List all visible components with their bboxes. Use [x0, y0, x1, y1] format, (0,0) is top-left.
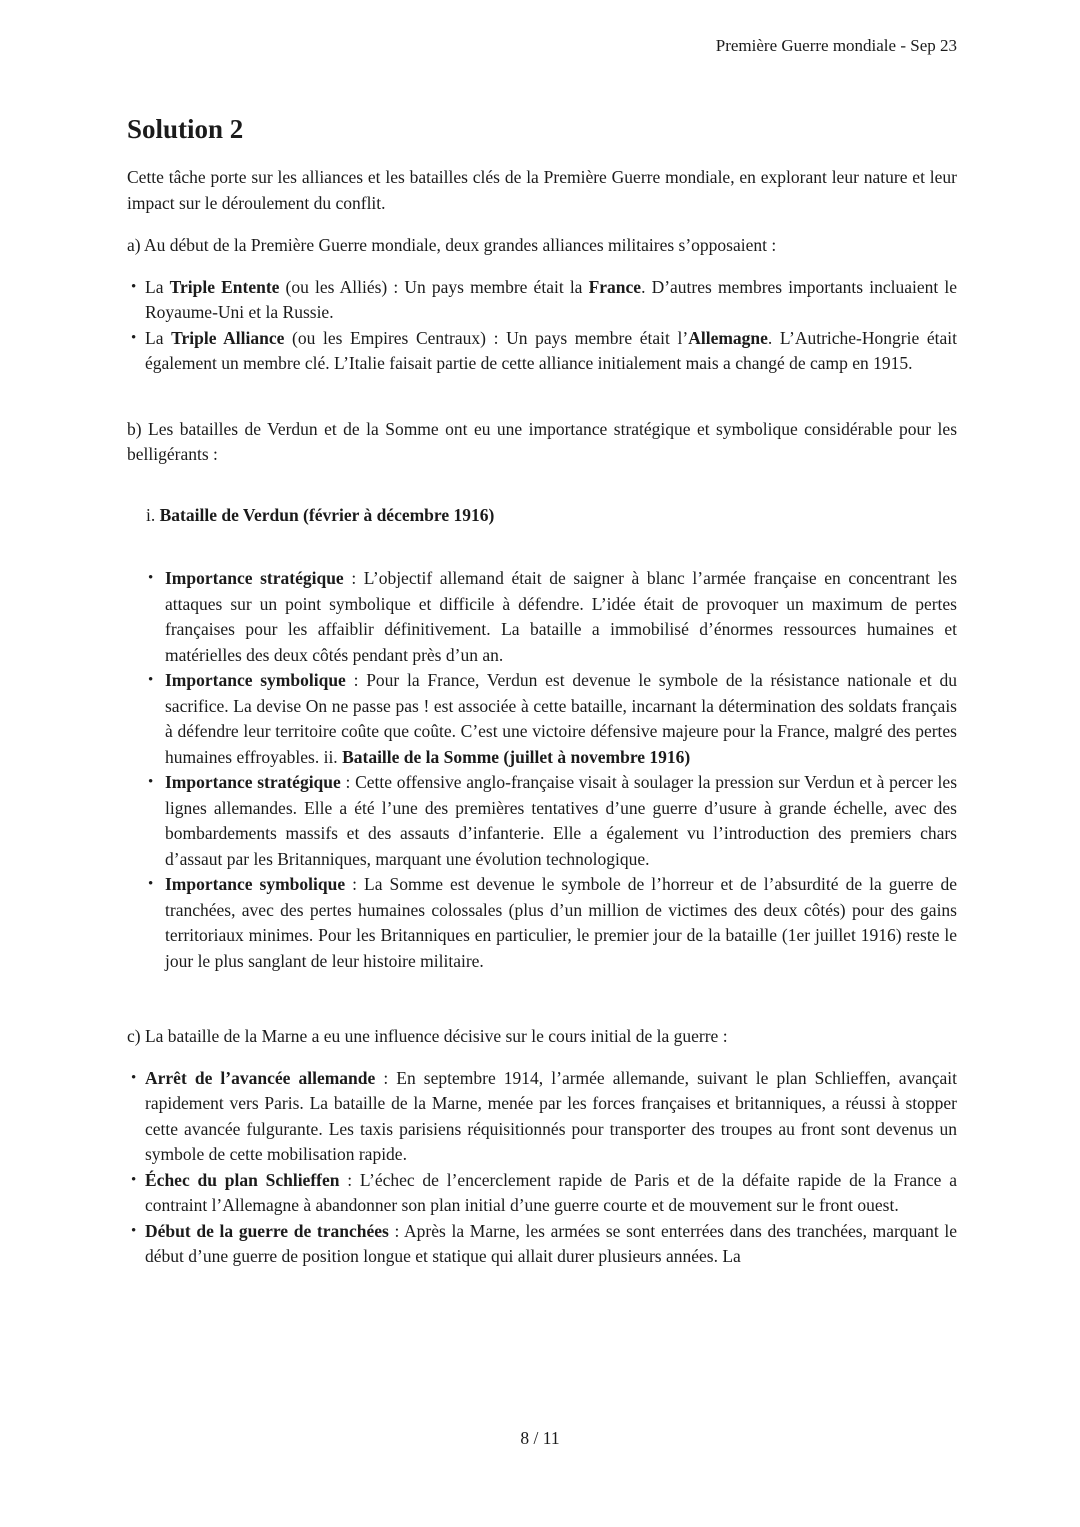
- section-c-lead: c) La bataille de la Marne a eu une influence décisive sur le cours initial de la guerre :: [127, 1026, 728, 1046]
- document-content: [127, 0, 957, 1270]
- list-item-triple-alliance: • La Triple Alliance (ou les Empires Centraux) : Un pays membre était l’Allemagne. L’Autriche-Hongrie était également un membre clé. L’Italie faisait partie de cette alliance initialement mais a changé de camp en 1915.: [127, 326, 957, 377]
- running-header: Première Guerre mondiale - Sep 23: [715, 36, 957, 55]
- list-item-somme-strategique: • Importance stratégique : Cette offensive anglo-française visait à soulager la pression sur Verdun et à percer les lignes allemandes. Elle a été l’une des premières tentatives d’une guerre d’usure à grande échelle, avec des bombardements massifs et des assauts d’infanterie. Elle a également vu l’introduction des premiers chars d’assaut par les Britanniques, marquant une évolution technologique.: [127, 770, 957, 872]
- list-item-guerre-tranchees: • Début de la guerre de tranchées : Après la Marne, les armées se sont enterrées dans des tranchées, marquant le début d’une guerre de position longue et statique qui allait durer plusieurs années. La: [127, 1219, 957, 1270]
- list-item-verdun-strategique: • Importance stratégique : L’objectif allemand était de saigner à blanc l’armée française en concentrant les attaques sur un point symbolique et difficile à défendre. L’idée était de provoquer un maximum de pertes françaises pour les affaiblir définitivement. La bataille a immobilisé d’énormes ressources humaines et matérielles des deux côtés pendant près d’un an.: [127, 566, 957, 668]
- intro-paragraph: Cette tâche porte sur les alliances et les batailles clés de la Première Guerre mondiale, en explorant leur nature et leur impact sur le déroulement du conflit.: [127, 167, 957, 213]
- list-item-arret-avancee: • Arrêt de l’avancée allemande : En septembre 1914, l’armée allemande, suivant le plan Schlieffen, avançait rapidement vers Paris. La bataille de la Marne, menée par les forces françaises et britanniques, a réussi à stopper cette avancée fulgurante. Les taxis parisiens réquisitionnés pour transporter des troupes au front sont devenus un symbole de cette mobilisation rapide.: [127, 1066, 957, 1168]
- alliances-list: [127, 275, 957, 377]
- list-item-somme-symbolique: • Importance symbolique : La Somme est devenue le symbole de l’horreur et de l’absurdité de la guerre de tranchées, avec des pertes humaines colossales (plus d’un million de victimes des deux côtés) pour des gains territoriaux minimes. Pour les Britanniques en particulier, le premier jour de la bataille (1er juillet 1916) reste le jour le plus sanglant de leur histoire militaire.: [127, 872, 957, 974]
- section-a-lead: a) Au début de la Première Guerre mondiale, deux grandes alliances militaires s’opposaient :: [127, 235, 777, 255]
- battles-importance-list: [127, 566, 957, 974]
- marne-effects-list: [127, 1066, 957, 1270]
- verdun-subheading: i. Bataille de Verdun (février à décembre 1916): [146, 504, 495, 525]
- list-item-echec-schlieffen: • Échec du plan Schlieffen : L’échec de l’encerclement rapide de Paris et de la défaite rapide de la France a contraint l’Allemagne à abandonner son plan initial d’une guerre courte et de mouvement sur le front ouest.: [127, 1168, 957, 1219]
- list-item-verdun-symbolique: • Importance symbolique : Pour la France, Verdun est devenue le symbole de la résistance nationale et du sacrifice. La devise On ne passe pas ! est associée à cette bataille, incarnant la détermination des soldats français à défendre leur territoire coûte que coûte. C’est une victoire défensive majeure pour la France, malgré des pertes humaines effroyables. ii. Bataille de la Somme (juillet à novembre 1916): [127, 668, 957, 770]
- page-number: 8 / 11: [520, 1428, 560, 1448]
- list-item-triple-entente: • La Triple Entente (ou les Alliés) : Un pays membre était la France. D’autres membres importants incluaient le Royaume-Uni et la Russie.: [127, 275, 957, 326]
- solution-title: Solution 2: [127, 114, 244, 144]
- section-b-lead: b) Les batailles de Verdun et de la Somme ont eu une importance stratégique et symbolique considérable pour les belligérants :: [127, 418, 957, 464]
